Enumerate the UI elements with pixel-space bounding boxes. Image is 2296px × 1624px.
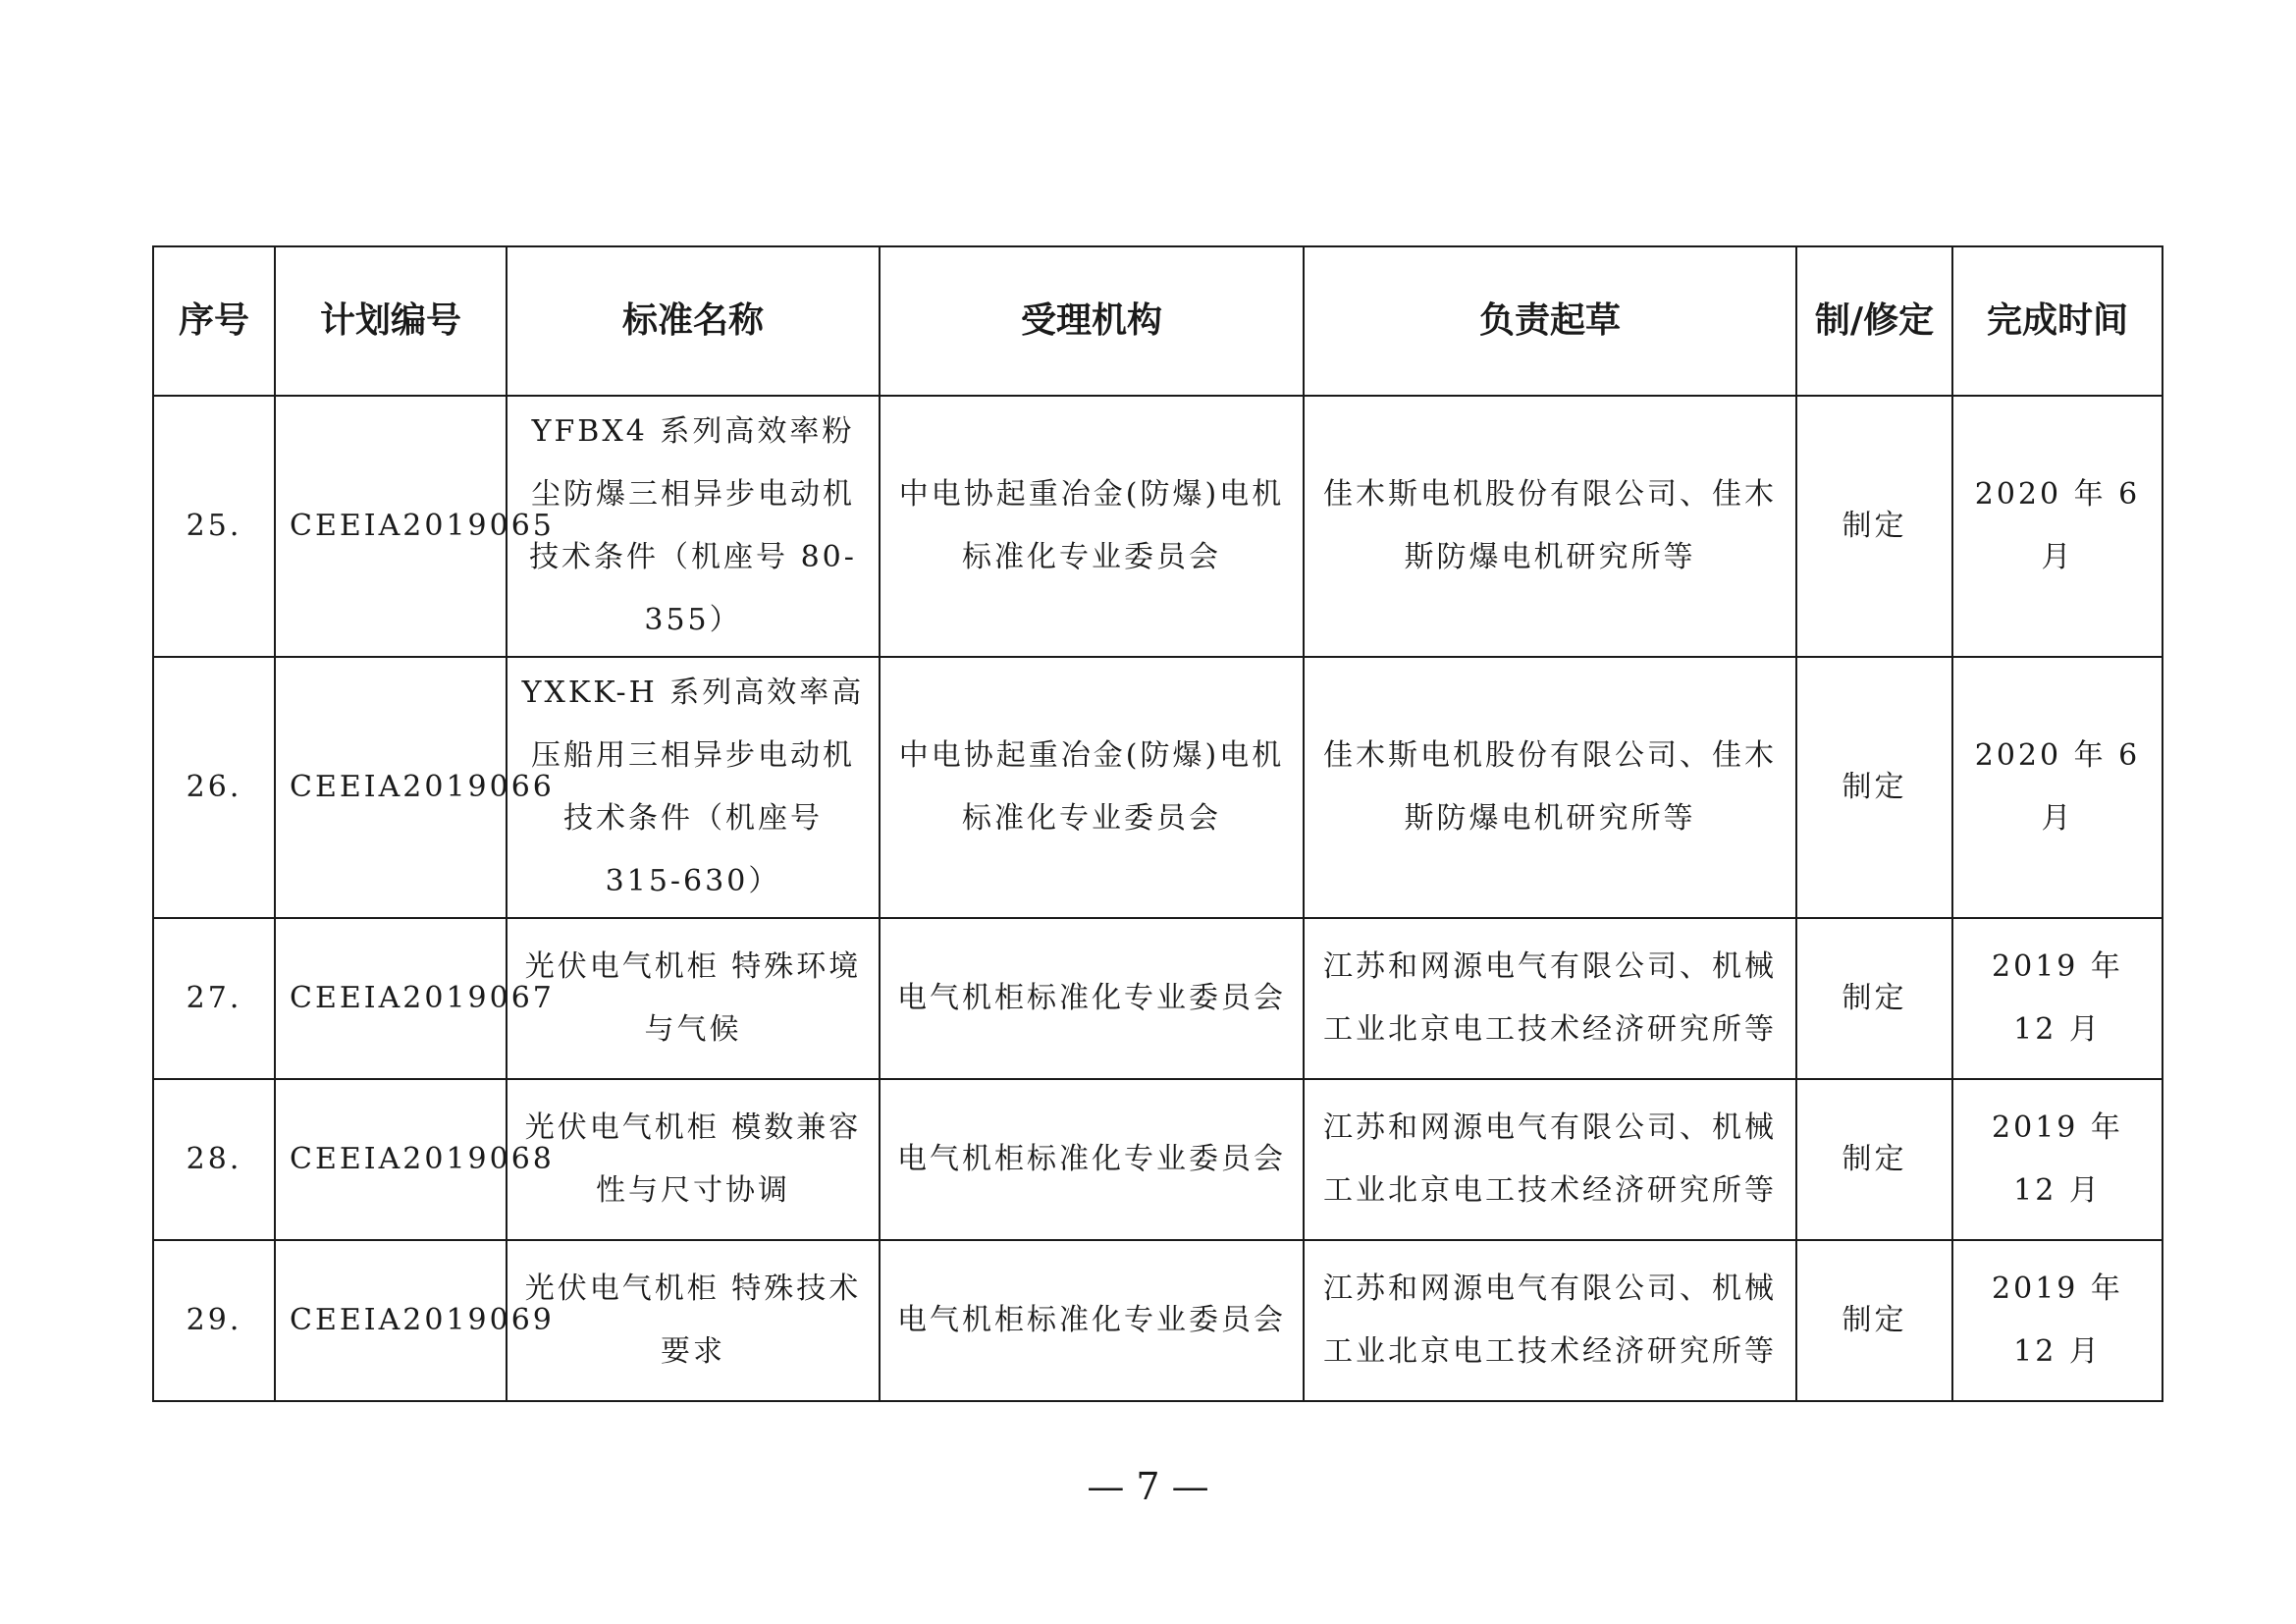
cell-complete: 2019 年 12 月 bbox=[1952, 1240, 2163, 1401]
cell-std-name: 光伏电气机柜 特殊技术要求 bbox=[507, 1240, 880, 1401]
table-row bbox=[153, 1079, 2163, 1240]
cell-type: 制定 bbox=[1796, 918, 1952, 1079]
cell-seq: 28. bbox=[153, 1079, 275, 1240]
table-row bbox=[153, 657, 2163, 918]
cell-drafter: 江苏和网源电气有限公司、机械工业北京电工技术经济研究所等 bbox=[1304, 1079, 1796, 1240]
cell-std-name: 光伏电气机柜 模数兼容性与尺寸协调 bbox=[507, 1079, 880, 1240]
cell-type: 制定 bbox=[1796, 396, 1952, 657]
cell-plan-no: CEEIA2019067 bbox=[275, 918, 507, 1079]
header-type: 制/修定 bbox=[1796, 246, 1952, 396]
cell-std-name: 光伏电气机柜 特殊环境与气候 bbox=[507, 918, 880, 1079]
cell-seq: 26. bbox=[153, 657, 275, 918]
cell-agency: 中电协起重冶金(防爆)电机标准化专业委员会 bbox=[880, 396, 1304, 657]
cell-type: 制定 bbox=[1796, 1079, 1952, 1240]
cell-seq: 29. bbox=[153, 1240, 275, 1401]
cell-seq: 25. bbox=[153, 396, 275, 657]
header-drafter: 负责起草 bbox=[1304, 246, 1796, 396]
cell-plan-no: CEEIA2019065 bbox=[275, 396, 507, 657]
cell-complete: 2020 年 6 月 bbox=[1952, 396, 2163, 657]
cell-std-name: YFBX4 系列高效率粉尘防爆三相异步电动机技术条件（机座号 80-355） bbox=[507, 396, 880, 657]
table-header-row bbox=[153, 246, 2163, 396]
cell-agency: 电气机柜标准化专业委员会 bbox=[880, 918, 1304, 1079]
header-complete: 完成时间 bbox=[1952, 246, 2163, 396]
cell-seq: 27. bbox=[153, 918, 275, 1079]
cell-complete: 2019 年 12 月 bbox=[1952, 1079, 2163, 1240]
header-agency: 受理机构 bbox=[880, 246, 1304, 396]
page-number: — 7 — bbox=[1087, 1465, 1209, 1508]
table-row bbox=[153, 918, 2163, 1079]
cell-agency: 电气机柜标准化专业委员会 bbox=[880, 1079, 1304, 1240]
cell-drafter: 江苏和网源电气有限公司、机械工业北京电工技术经济研究所等 bbox=[1304, 918, 1796, 1079]
table-row bbox=[153, 396, 2163, 657]
cell-complete: 2019 年 12 月 bbox=[1952, 918, 2163, 1079]
cell-drafter: 江苏和网源电气有限公司、机械工业北京电工技术经济研究所等 bbox=[1304, 1240, 1796, 1401]
cell-type: 制定 bbox=[1796, 1240, 1952, 1401]
cell-type: 制定 bbox=[1796, 657, 1952, 918]
header-plan-no: 计划编号 bbox=[275, 246, 507, 396]
cell-drafter: 佳木斯电机股份有限公司、佳木斯防爆电机研究所等 bbox=[1304, 657, 1796, 918]
standards-table bbox=[152, 245, 2163, 1402]
cell-plan-no: CEEIA2019068 bbox=[275, 1079, 507, 1240]
header-std-name: 标准名称 bbox=[507, 246, 880, 396]
header-seq: 序号 bbox=[153, 246, 275, 396]
cell-drafter: 佳木斯电机股份有限公司、佳木斯防爆电机研究所等 bbox=[1304, 396, 1796, 657]
cell-agency: 电气机柜标准化专业委员会 bbox=[880, 1240, 1304, 1401]
cell-plan-no: CEEIA2019066 bbox=[275, 657, 507, 918]
cell-agency: 中电协起重冶金(防爆)电机标准化专业委员会 bbox=[880, 657, 1304, 918]
cell-std-name: YXKK-H 系列高效率高压船用三相异步电动机技术条件（机座号 315-630） bbox=[507, 657, 880, 918]
table-row bbox=[153, 1240, 2163, 1401]
cell-complete: 2020 年 6 月 bbox=[1952, 657, 2163, 918]
cell-plan-no: CEEIA2019069 bbox=[275, 1240, 507, 1401]
